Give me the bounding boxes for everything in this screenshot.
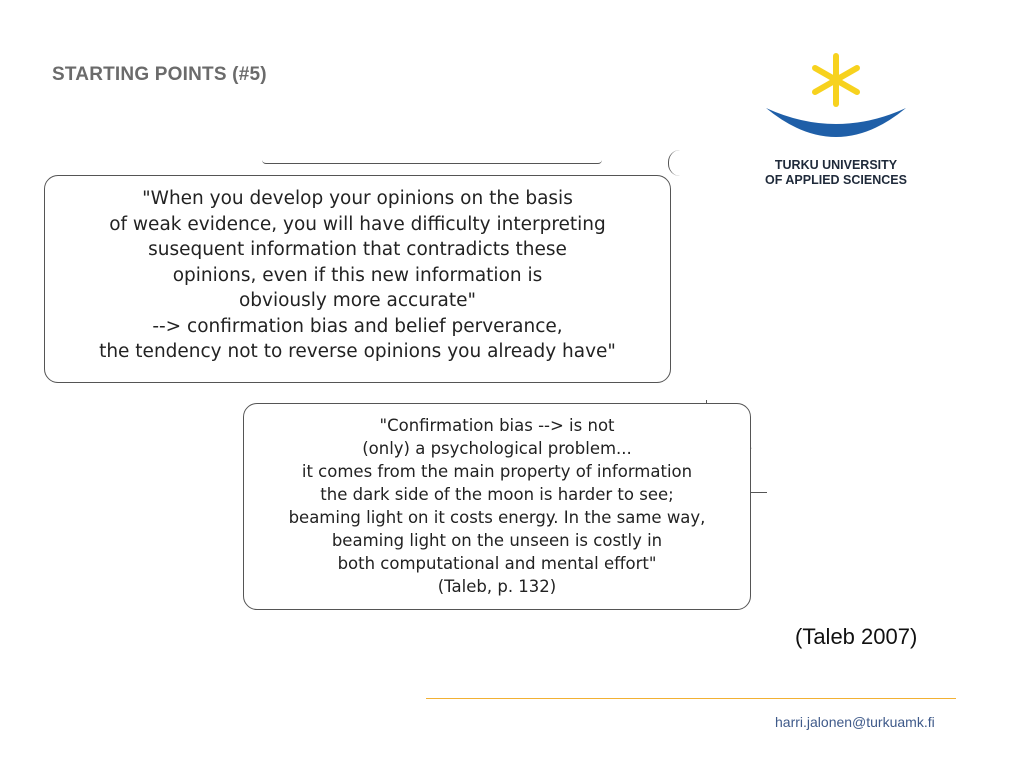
quote2-line: both computational and mental effort" bbox=[337, 554, 657, 573]
logo-arc-icon bbox=[748, 48, 924, 156]
quote1-line: of weak evidence, you will have difficulty interpreting bbox=[109, 213, 606, 235]
logo-line1: TURKU UNIVERSITY bbox=[774, 158, 898, 172]
quote2-line: (only) a psychological problem... bbox=[362, 439, 632, 458]
quote2-line: beaming light on it costs energy. In the same way, bbox=[288, 508, 706, 527]
citation: (Taleb 2007) bbox=[795, 624, 918, 649]
quote-box-taleb bbox=[243, 403, 751, 610]
slide-title: STARTING POINTS (#5) bbox=[52, 64, 267, 85]
cropped-box-edge bbox=[262, 160, 602, 164]
footer-divider bbox=[426, 698, 956, 699]
quote2-line: it comes from the main property of information bbox=[301, 462, 693, 481]
logo-line2: OF APPLIED SCIENCES bbox=[765, 173, 907, 187]
quote1-line: --> confirmation bias and belief perverance, bbox=[152, 315, 563, 337]
quote1-line: susequent information that contradicts these bbox=[148, 239, 567, 260]
quote2-line: (Taleb, p. 132) bbox=[437, 577, 557, 596]
footer-email-link[interactable]: harri.jalonen@turkuamk.fi bbox=[775, 714, 935, 730]
quote2-line: "Confirmation bias --> is not bbox=[379, 416, 615, 435]
quote1-line: the tendency not to reverse opinions you already have" bbox=[99, 341, 616, 362]
quote-box-confirmation-bias bbox=[44, 175, 671, 383]
quote1-line: "When you develop your opinions on the basis bbox=[142, 188, 573, 209]
quote1-line: obviously more accurate" bbox=[238, 290, 477, 311]
quote2-line: the dark side of the moon is harder to see; bbox=[320, 485, 674, 504]
university-logo bbox=[748, 48, 928, 198]
logo-text bbox=[748, 158, 924, 188]
quote1-line: opinions, even if this new information is bbox=[172, 264, 543, 286]
cropped-arc-edge bbox=[668, 150, 683, 176]
quote2-line: beaming light on the unseen is costly in bbox=[331, 531, 663, 550]
